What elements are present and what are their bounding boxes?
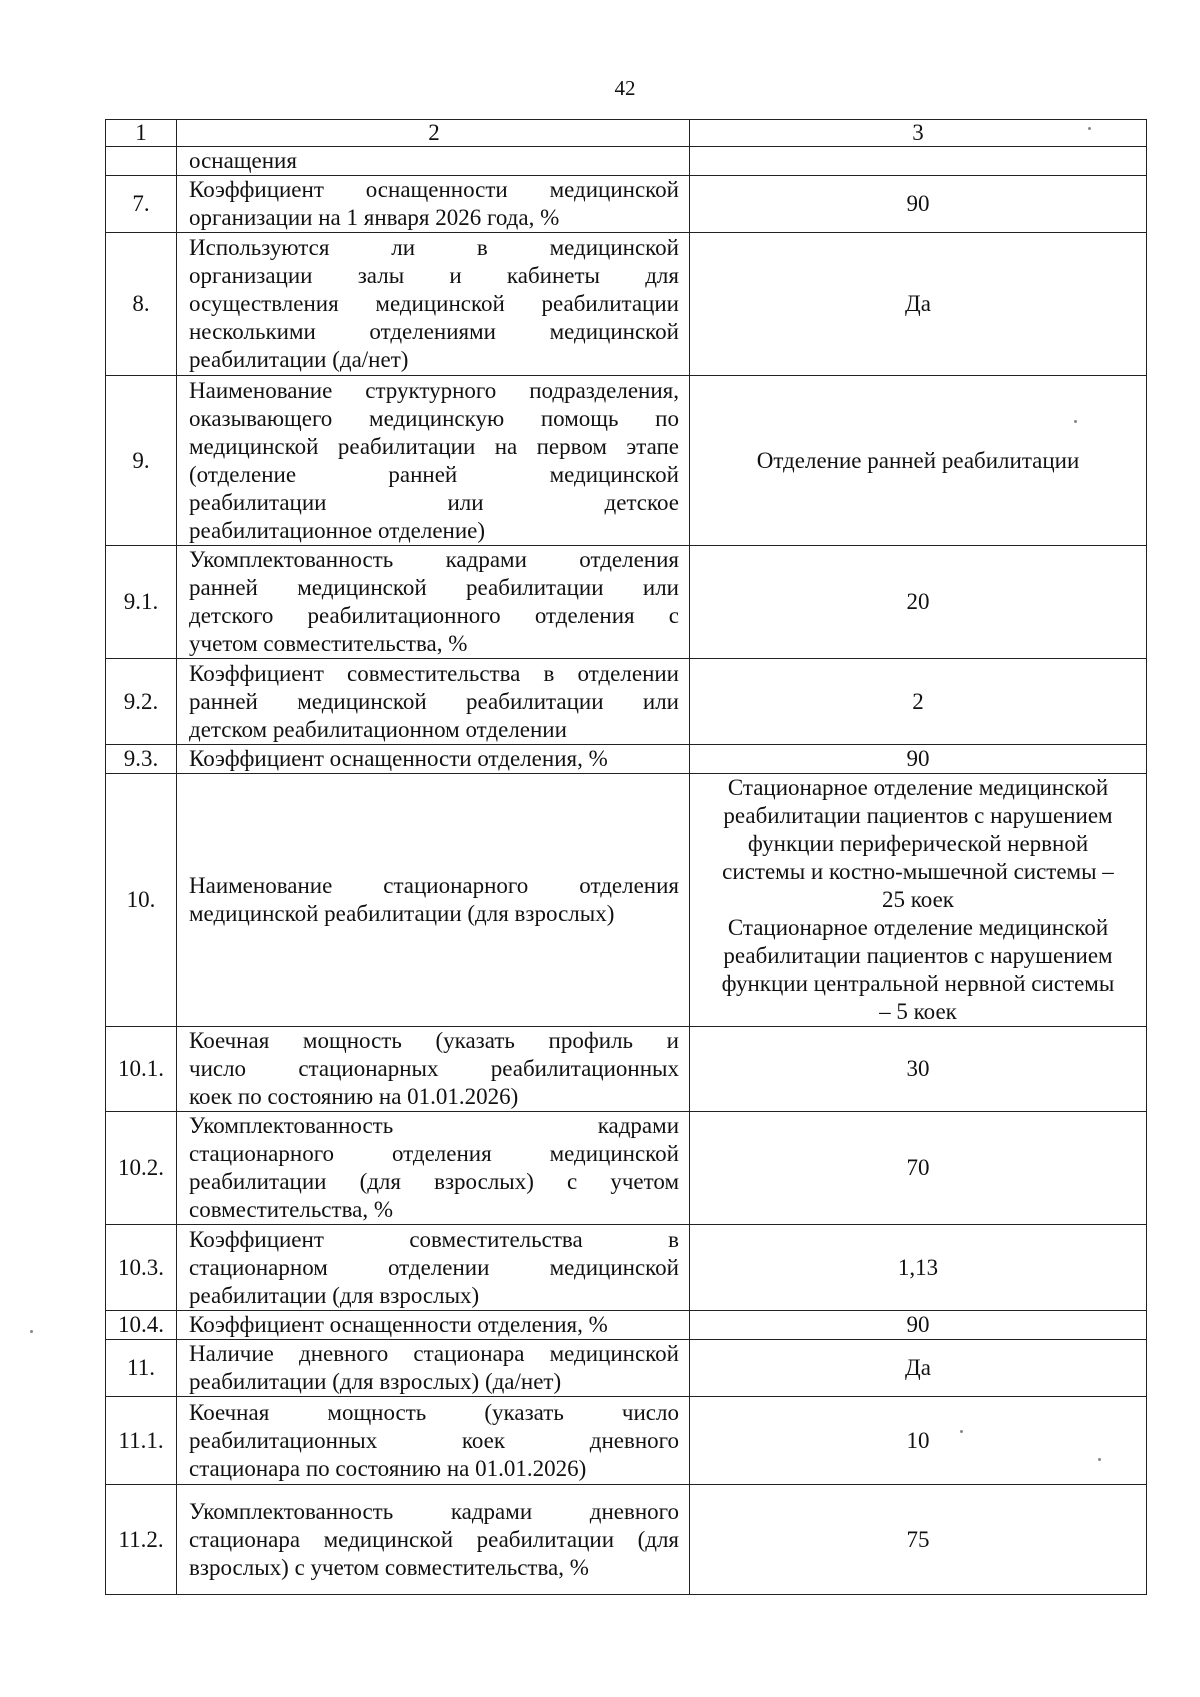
row-number: 8. [106,233,177,376]
indicator-value-line: системы и костно-мышечной системы – [722,859,1114,884]
indicator-name-line: несколькими отделениями медицинской [189,319,679,344]
indicator-name-line: число стационарных реабилитационных [189,1056,679,1081]
indicator-value [690,1027,1147,1112]
indicator-value-line: Да [905,291,931,316]
row-number: 9.2. [106,659,177,745]
indicator-name-line: реабилитационное отделение) [189,517,486,543]
indicator-value [690,745,1147,774]
indicator-name-line: Коечная мощность (указать профиль и [189,1028,679,1053]
indicator-name-line: осуществления медицинской реабилитации [189,291,679,316]
indicator-name [177,546,690,659]
table-row [106,1340,1147,1397]
row-number: 11.1. [106,1397,177,1485]
indicator-name-line: взрослых) с учетом совместительства, % [189,1554,589,1580]
indicator-name-line: реабилитационных коек дневного [189,1427,679,1453]
indicator-value-line: Стационарное отделение медицинской [727,775,1109,800]
indicator-name-line: Коэффициент оснащенности отделения, % [189,1312,608,1337]
table-row [106,1397,1147,1485]
table-row [106,1027,1147,1112]
table-row [106,233,1147,376]
indicator-value [690,1311,1147,1340]
indicator-name-line: реабилитации (для взрослых) [189,1282,480,1308]
indicator-value-line: 2 [912,688,924,714]
indicator-name [177,233,690,376]
indicator-value-line: 30 [906,1056,930,1081]
table-row [106,546,1147,659]
indicator-value-line: реабилитации пациентов с нарушением [723,803,1113,828]
table-row [106,659,1147,745]
row-number: 11. [106,1340,177,1397]
indicator-value-line: функции центральной нервной системы [721,971,1115,996]
indicator-name-line: ранней медицинской реабилитации или [189,688,679,714]
indicator-value-line: 1,13 [897,1254,939,1280]
row-number: 7. [106,176,177,233]
indicator-name-line: коек по состоянию на 01.01.2026) [189,1084,519,1109]
row-number: 10.4. [106,1311,177,1340]
indicator-name [177,147,690,176]
table-header-row [106,120,1147,147]
indicator-value-line: 90 [906,746,930,771]
indicator-name-line: Коечная мощность (указать число [189,1399,679,1425]
table-row [106,1485,1147,1595]
indicator-name-line: ранней медицинской реабилитации или [189,575,679,600]
indicators-table [105,119,1147,1595]
indicator-name [177,1485,690,1595]
indicator-name-line: детского реабилитационного отделения с [189,603,679,628]
row-number: 10.1. [106,1027,177,1112]
indicator-value [690,147,1147,176]
row-number: 9.3. [106,745,177,774]
indicator-name-line: Наименование структурного подразделения, [189,377,679,403]
indicator-value [690,1485,1147,1595]
indicator-name [177,1340,690,1397]
indicator-value [690,233,1147,376]
indicator-name-line: реабилитации или детское [189,489,679,515]
indicator-name-line: организации залы и кабинеты для [189,263,679,288]
indicator-name [177,1397,690,1485]
scan-speck [1074,420,1077,423]
indicator-name-line: Наличие дневного стационара медицинской [189,1341,679,1366]
indicator-name-line: стационарного отделения медицинской [189,1141,679,1166]
indicator-value-line: Стационарное отделение медицинской [727,915,1109,940]
indicator-value-line: 20 [906,589,930,614]
indicator-name-line: оказывающего медицинскую помощь по [189,405,679,431]
indicator-value [690,1340,1147,1397]
indicator-value-line: Да [905,1355,931,1380]
row-number [106,147,177,176]
indicator-name [177,774,690,1027]
indicator-name-line: стационара медицинской реабилитации (для [189,1526,679,1552]
table-row [106,1225,1147,1311]
page-number: 42 [614,76,636,100]
row-number: 10.2. [106,1112,177,1225]
indicator-value-line: 90 [906,191,930,216]
indicator-name-line: Укомплектованность кадрами отделения [189,547,679,572]
table-row [106,147,1147,176]
indicator-name-line: оснащения [189,148,297,173]
indicator-name-line: учетом совместительства, % [189,631,468,656]
indicator-name-line: стационара по состоянию на 01.01.2026) [189,1455,587,1481]
row-number: 9.1. [106,546,177,659]
table-row [106,376,1147,546]
row-number: 10.3. [106,1225,177,1311]
indicator-value-line: Отделение ранней реабилитации [756,447,1080,473]
indicator-value [690,1225,1147,1311]
indicator-name [177,745,690,774]
indicator-value [690,1397,1147,1485]
indicator-name [177,1027,690,1112]
indicator-name-line: Наименование стационарного отделения [189,873,679,898]
indicator-name-line: Используются ли в медицинской [189,235,679,260]
indicator-value-line: функции периферической нервной [747,831,1089,856]
indicator-name-line: реабилитации (для взрослых) с учетом [189,1169,679,1194]
scan-speck [960,1430,963,1433]
indicator-name [177,1311,690,1340]
row-number: 11.2. [106,1485,177,1595]
indicator-name-line: Коэффициент совместительства в отделении [189,660,679,686]
indicator-value [690,1112,1147,1225]
indicator-name-line: (отделение ранней медицинской [189,461,679,487]
indicator-value-line: 25 коек [882,887,954,912]
indicator-name-line: Коэффициент оснащенности медицинской [189,177,679,202]
scan-speck [1088,127,1091,130]
row-number: 9. [106,376,177,546]
indicator-name [177,1225,690,1311]
indicator-name [177,1112,690,1225]
indicator-value [690,176,1147,233]
header-col-3: 3 [690,120,1147,147]
indicator-name-line: организации на 1 января 2026 года, % [189,205,560,230]
table-row [106,1112,1147,1225]
table-row [106,774,1147,1027]
indicator-name [177,659,690,745]
indicator-name-line: реабилитации (да/нет) [189,347,409,372]
indicator-name [177,176,690,233]
indicator-name-line: медицинской реабилитации на первом этапе [189,433,679,459]
table-row [106,745,1147,774]
scan-speck [30,1330,33,1333]
indicator-name-line: детском реабилитационном отделении [189,716,567,742]
indicator-name-line: совместительства, % [189,1197,393,1222]
header-col-1: 1 [106,120,177,147]
indicator-value-line: – 5 коек [879,999,957,1024]
indicator-value-line: реабилитации пациентов с нарушением [723,943,1113,968]
header-col-2: 2 [177,120,690,147]
table-row [106,1311,1147,1340]
indicator-value-line: 75 [906,1526,930,1552]
indicator-name-line: реабилитации (для взрослых) (да/нет) [189,1369,562,1394]
indicator-name-line: Укомплектованность кадрами [189,1113,679,1138]
indicator-value [690,376,1147,546]
indicator-value [690,774,1147,1027]
indicator-name-line: Коэффициент совместительства в [189,1226,679,1252]
indicator-name-line: медицинской реабилитации (для взрослых) [189,901,615,926]
indicator-value [690,659,1147,745]
table-row [106,176,1147,233]
row-number: 10. [106,774,177,1027]
indicator-value [690,546,1147,659]
indicator-name-line: стационарном отделении медицинской [189,1254,679,1280]
indicator-name-line: Коэффициент оснащенности отделения, % [189,746,608,771]
scan-speck [1098,1458,1101,1461]
indicator-value-line: 90 [906,1312,930,1337]
indicator-value-line: 10 [906,1427,930,1453]
indicator-name-line: Укомплектованность кадрами дневного [189,1498,679,1524]
indicator-name [177,376,690,546]
indicator-value-line: 70 [906,1155,930,1180]
